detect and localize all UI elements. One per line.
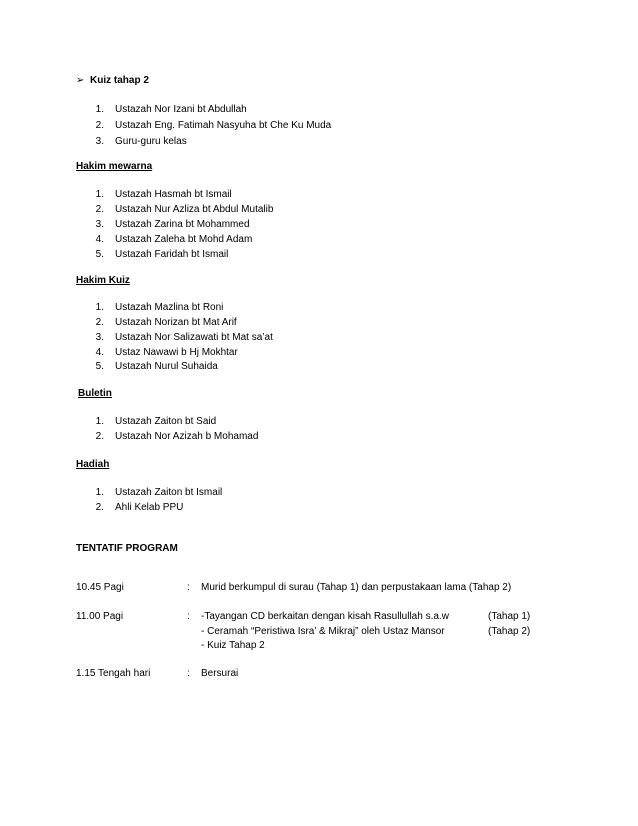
list-number: 4. <box>95 234 104 245</box>
list-number: 1. <box>95 104 104 115</box>
list-item: Ustazah Faridah bt Ismail <box>115 249 229 260</box>
list-number: 3. <box>95 332 104 343</box>
list-item: Ustazah Zarina bt Mohammed <box>115 219 250 230</box>
arrow-bullet-icon: ➢ <box>76 75 85 86</box>
list-item: Ustaz Nawawi b Hj Mokhtar <box>115 347 238 358</box>
buletin-heading: Buletin <box>78 388 112 399</box>
schedule-separator: : <box>187 668 190 679</box>
hadiah-heading: Hadiah <box>76 459 110 470</box>
hakim-mewarna-heading: Hakim mewarna <box>76 161 153 172</box>
list-number: 1. <box>95 189 104 200</box>
list-number: 2. <box>95 502 104 513</box>
list-item: Ustazah Zaiton bt Ismail <box>115 487 223 498</box>
list-item: Guru-guru kelas <box>115 136 187 147</box>
schedule-note: (Tahap 1) <box>488 611 531 622</box>
list-number: 3. <box>95 136 104 147</box>
list-number: 3. <box>95 219 104 230</box>
list-number: 4. <box>95 347 104 358</box>
list-number: 2. <box>95 204 104 215</box>
schedule-activity: Murid berkumpul di surau (Tahap 1) dan perpustakaan lama (Tahap 2) <box>201 582 512 593</box>
list-number: 1. <box>95 487 104 498</box>
list-number: 5. <box>95 361 104 372</box>
schedule-time: 10.45 Pagi <box>76 582 124 593</box>
schedule-activity: -Tayangan CD berkaitan dengan kisah Rasullullah s.a.w <box>201 611 449 622</box>
schedule-activity: - Ceramah “Peristiwa Isra’ & Mikraj” oleh Ustaz Mansor <box>201 626 445 637</box>
schedule-time: 11.00 Pagi <box>76 611 124 622</box>
hakim-kuiz-heading: Hakim Kuiz <box>76 275 130 286</box>
list-item: Ustazah Zaiton bt Said <box>115 416 217 427</box>
schedule-separator: : <box>187 582 190 593</box>
schedule-separator: : <box>187 611 190 622</box>
schedule-note: (Tahap 2) <box>488 626 531 637</box>
list-number: 1. <box>95 302 104 313</box>
schedule-time: 1.15 Tengah hari <box>76 668 151 679</box>
list-item: Ustazah Zaleha bt Mohd Adam <box>115 234 253 245</box>
list-item: Ustazah Nor Izani bt Abdullah <box>115 104 247 115</box>
list-item: Ahli Kelab PPU <box>115 502 184 513</box>
list-item: Ustazah Eng. Fatimah Nasyuha bt Che Ku Muda <box>115 120 332 131</box>
tentatif-heading: TENTATIF PROGRAM <box>76 543 178 554</box>
list-number: 2. <box>95 431 104 442</box>
list-item: Ustazah Nor Azizah b Mohamad <box>115 431 259 442</box>
list-item: Ustazah Nurul Suhaida <box>115 361 218 372</box>
list-number: 5. <box>95 249 104 260</box>
list-item: Ustazah Nor Salizawati bt Mat sa’at <box>115 332 273 343</box>
list-item: Ustazah Mazlina bt Roni <box>115 302 224 313</box>
list-item: Ustazah Norizan bt Mat Arif <box>115 317 237 328</box>
schedule-activity: - Kuiz Tahap 2 <box>201 640 265 651</box>
list-item: Ustazah Hasmah bt Ismail <box>115 189 232 200</box>
list-number: 2. <box>95 317 104 328</box>
list-number: 2. <box>95 120 104 131</box>
list-item: Ustazah Nur Azliza bt Abdul Mutalib <box>115 204 274 215</box>
kuiz-tahap2-heading: Kuiz tahap 2 <box>90 75 149 86</box>
list-number: 1. <box>95 416 104 427</box>
schedule-activity: Bersurai <box>201 668 239 679</box>
